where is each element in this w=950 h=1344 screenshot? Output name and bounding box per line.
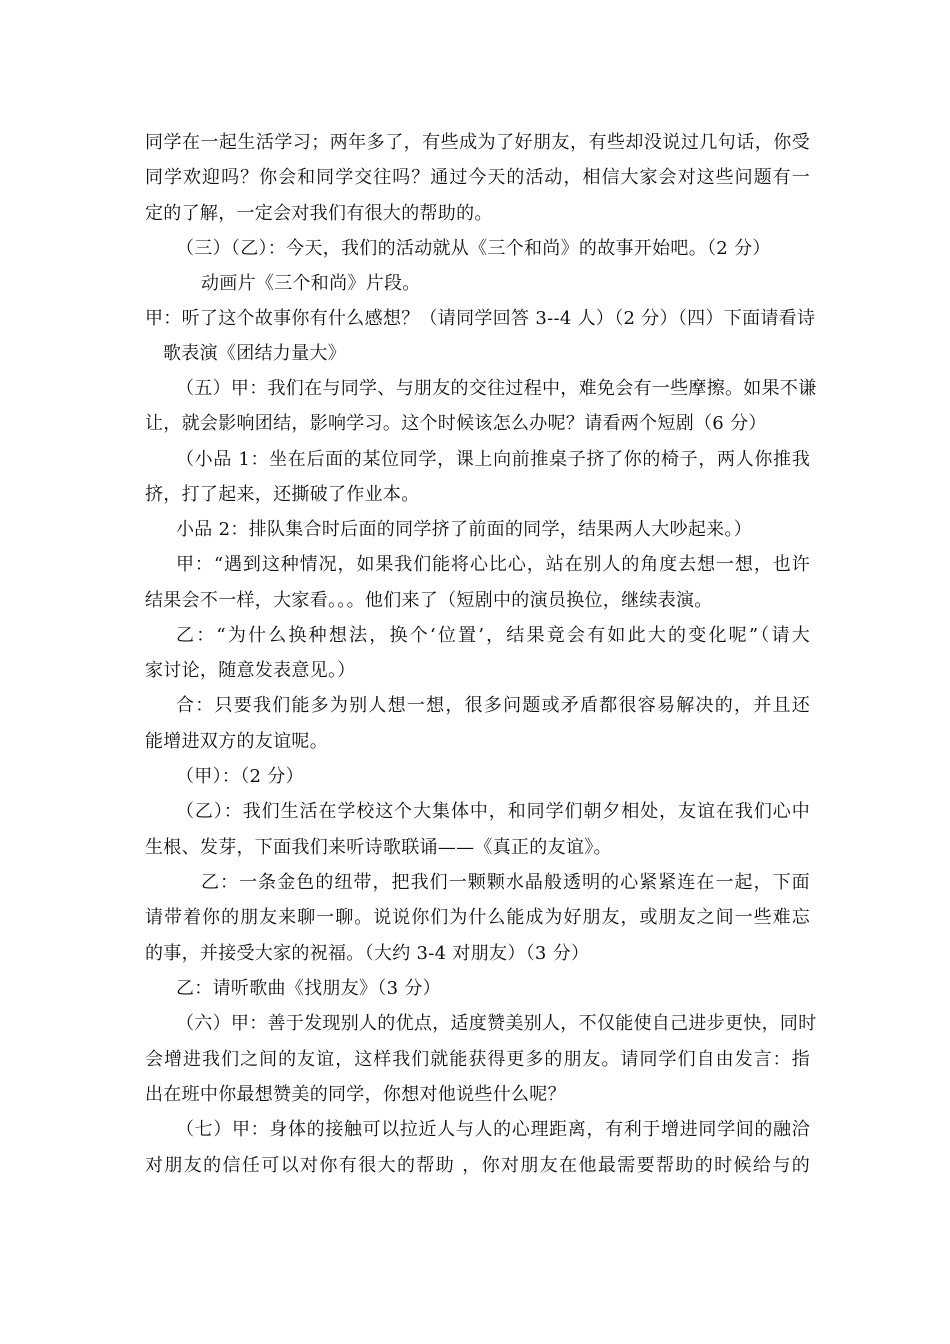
text-line-9: 让，就会影响团结，影响学习。这个时候该怎么办呢？请看两个短剧（6 分）	[145, 413, 767, 434]
text-line-14: 结果会不一样，大家看。。。他们来了（短剧中的演员换位，继续表演。	[145, 590, 713, 611]
text-line-7: 歌表演《团结力量大》	[163, 343, 346, 364]
text-line-12: 小品 2：排队集合时后面的同学挤了前面的同学，结果两人大吵起来。）	[176, 519, 753, 540]
text-line-20: （乙）：我们生活在学校这个大集体中，和同学们朝夕相处，友谊在我们心中	[176, 801, 810, 822]
text-line-28: 出在班中你最想赞美的同学，你想对他说些什么呢？	[145, 1084, 566, 1105]
text-line-11: 挤，打了起来，还撕破了作业本。	[145, 484, 420, 505]
text-line-3: 定的了解，一定会对我们有很大的帮助的。	[145, 203, 493, 224]
text-line-22: 乙：一条金色的纽带，把我们一颗颗水晶般透明的心紧紧连在一起，下面	[201, 872, 810, 893]
text-line-23: 请带着你的朋友来聊一聊。说说你们为什么能成为好朋友，或朋友之间一些难忘	[145, 907, 810, 928]
text-line-8: （五）甲：我们在与同学、与朋友的交往过程中，难免会有一些摩擦。如果不谦	[176, 378, 817, 399]
text-line-17: 合：只要我们能多为别人想一想，很多问题或矛盾都很容易解决的，并且还	[176, 695, 810, 716]
text-line-6: 甲：听了这个故事你有什么感想？（请同学回答 3--4 人）（2 分）（四）下面请看诗	[145, 308, 816, 329]
text-line-15: 乙：“为什么换种想法，换个‘位置’，结果竟会有如此大的变化呢”（请大	[176, 625, 810, 646]
text-line-27: 会增进我们之间的友谊，这样我们就能获得更多的朋友。请同学们自由发言：指	[145, 1049, 810, 1070]
text-line-2: 同学欢迎吗？你会和同学交往吗？通过今天的活动，相信大家会对这些问题有一	[145, 167, 810, 188]
text-line-26: （六）甲：善于发现别人的优点，适度赞美别人，不仅能使自己进步更快，同时	[176, 1013, 817, 1034]
text-line-25: 乙：请听歌曲《找朋友》（3 分）	[176, 978, 441, 999]
text-line-13: 甲：“遇到这种情况，如果我们能将心比心，站在别人的角度去想一想，也许	[176, 554, 810, 575]
text-line-29: （七）甲：身体的接触可以拉近人与人的心理距离，有利于增进同学间的融洽	[176, 1119, 810, 1140]
text-line-21: 生根、发芽，下面我们来听诗歌联诵——《真正的友谊》。	[145, 837, 612, 858]
text-line-5: 动画片《三个和尚》片段。	[201, 273, 421, 294]
text-line-18: 能增进双方的友谊呢。	[145, 731, 328, 752]
text-line-19: （甲）：（2 分）	[176, 766, 304, 787]
text-line-24: 的事，并接受大家的祝福。（大约 3-4 对朋友）（3 分）	[145, 943, 590, 964]
text-line-30: 对朋友的信任可以对你有很大的帮助 ，你对朋友在他最需要帮助的时候给与的	[145, 1155, 810, 1176]
text-line-16: 家讨论，随意发表意见。）	[145, 660, 356, 681]
text-line-4: （三）（乙）：今天，我们的活动就从《三个和尚》的故事开始吧。（2 分）	[176, 238, 771, 259]
text-line-10: （小品 1：坐在后面的某位同学，课上向前推桌子挤了你的椅子，两人你推我	[176, 449, 810, 470]
text-line-1: 同学在一起生活学习；两年多了，有些成为了好朋友，有些却没说过几句话，你受	[145, 132, 810, 153]
